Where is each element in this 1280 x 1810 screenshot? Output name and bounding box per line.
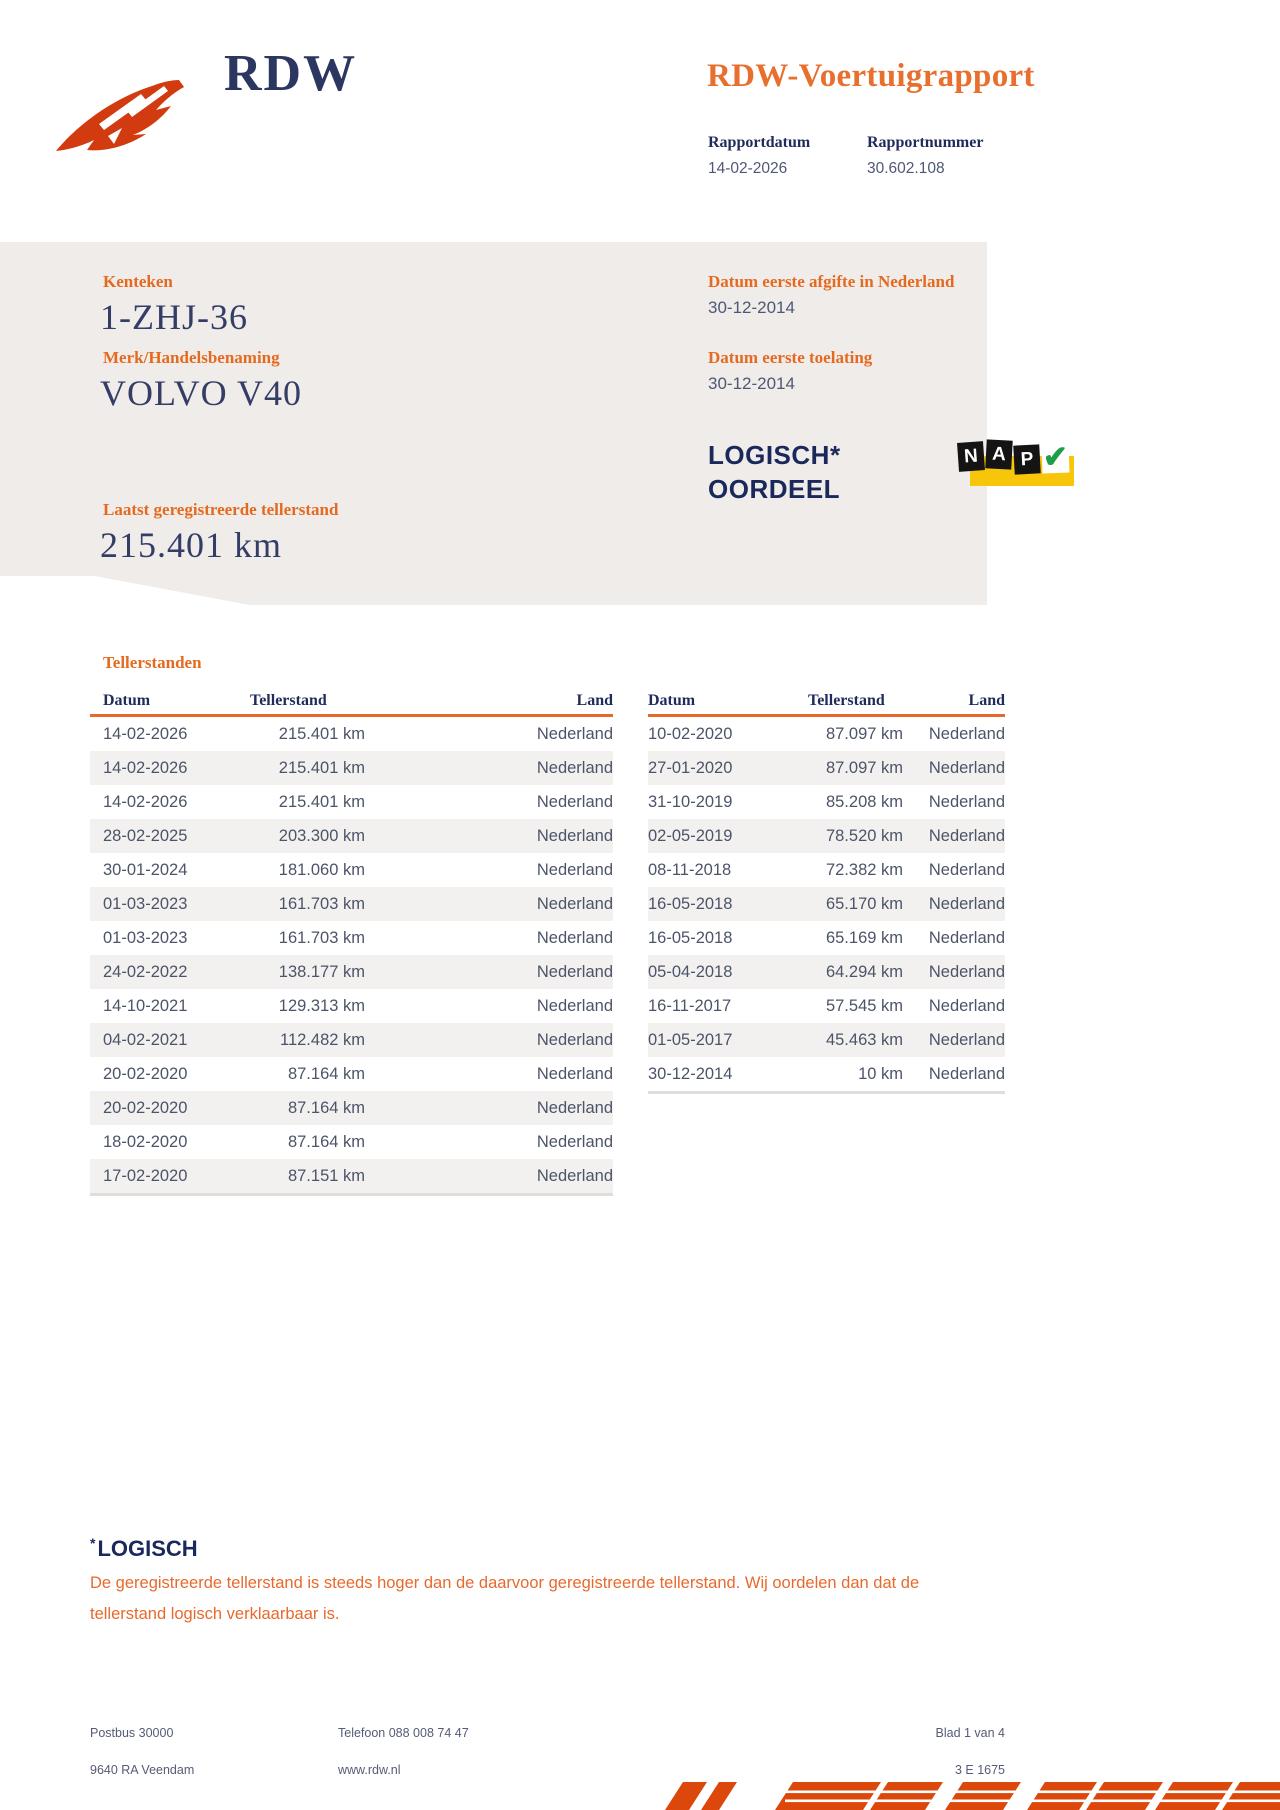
row-tellerstand: 203.300 km <box>278 826 365 845</box>
row-tellerstand: 161.703 km <box>278 928 365 947</box>
row-tellerstand: 87.151 km <box>287 1166 365 1185</box>
table-row <box>648 887 1005 921</box>
row-land: Nederland <box>536 1132 613 1151</box>
rdw-logo-icon <box>52 72 212 167</box>
row-tellerstand: 161.703 km <box>278 894 365 913</box>
nap-logo <box>958 438 1086 496</box>
table-row <box>648 989 1005 1023</box>
laatste-tellerstand-value: 215.401 km <box>100 525 283 565</box>
row-datum: 01-03-2023 <box>103 894 188 913</box>
report-date-label: Rapportdatum <box>708 134 811 151</box>
eerste-afgifte-label: Datum eerste afgifte in Nederland <box>708 272 955 291</box>
table-row <box>90 751 613 785</box>
table-row <box>90 1091 613 1125</box>
footnote-heading <box>90 1535 198 1562</box>
table-row <box>648 785 1005 819</box>
kenteken-label: Kenteken <box>103 272 173 291</box>
row-datum: 24-02-2022 <box>103 962 188 981</box>
row-tellerstand: 64.294 km <box>825 962 903 981</box>
table-row <box>648 1023 1005 1057</box>
kenteken-value: 1-ZHJ-36 <box>100 297 248 337</box>
row-datum: 14-10-2021 <box>103 996 188 1015</box>
footer-address-line1: Postbus 30000 <box>90 1726 174 1740</box>
table-header <box>90 684 613 717</box>
row-datum: 14-02-2026 <box>103 792 188 811</box>
row-datum: 17-02-2020 <box>103 1166 188 1185</box>
table-row <box>90 853 613 887</box>
row-land: Nederland <box>536 996 613 1015</box>
nap-letter-a: A <box>985 439 1012 469</box>
row-datum: 10-02-2020 <box>648 724 733 743</box>
row-land: Nederland <box>928 894 1005 913</box>
row-datum: 28-02-2025 <box>103 826 188 845</box>
meter-table-left <box>90 684 613 1196</box>
merk-label: Merk/Handelsbenaming <box>103 348 280 367</box>
oordeel-line1: LOGISCH* <box>708 440 841 470</box>
row-tellerstand: 138.177 km <box>278 962 365 981</box>
row-tellerstand: 85.208 km <box>825 792 903 811</box>
merk-value: VOLVO V40 <box>100 373 303 413</box>
footer-phone: Telefoon 088 008 74 47 <box>338 1726 469 1740</box>
col-header-land: Land <box>968 692 1005 709</box>
row-land: Nederland <box>928 962 1005 981</box>
footnote-body: De geregistreerde tellerstand is steeds hoger dan de daarvoor geregistreerde tellerstand. Wij oordelen dan dat de tellerstand logisch verklaarbaar is. <box>90 1574 920 1623</box>
row-tellerstand: 65.169 km <box>825 928 903 947</box>
nap-checkmark-icon: ✔ <box>1042 440 1069 475</box>
table-row <box>90 887 613 921</box>
row-datum: 16-11-2017 <box>648 996 732 1015</box>
row-datum: 08-11-2018 <box>648 860 732 879</box>
row-tellerstand: 181.060 km <box>278 860 365 879</box>
footer-address-line2: 9640 RA Veendam <box>90 1763 195 1777</box>
col-header-datum: Datum <box>103 692 151 709</box>
table-row <box>90 921 613 955</box>
table-row <box>90 1125 613 1159</box>
table-row <box>90 1159 613 1193</box>
table-row <box>648 853 1005 887</box>
row-land: Nederland <box>536 724 613 743</box>
row-land: Nederland <box>536 894 613 913</box>
laatste-tellerstand-label: Laatst geregistreerde tellerstand <box>103 500 339 519</box>
row-datum: 18-02-2020 <box>103 1132 188 1151</box>
row-tellerstand: 72.382 km <box>825 860 903 879</box>
table-row <box>90 717 613 751</box>
col-header-tellerstand: Tellerstand <box>808 692 885 709</box>
row-land: Nederland <box>536 962 613 981</box>
eerste-toelating-label: Datum eerste toelating <box>708 348 873 367</box>
table-row <box>90 955 613 989</box>
report-number-value: 30.602.108 <box>867 160 945 177</box>
row-tellerstand: 87.097 km <box>825 724 903 743</box>
tellerstanden-title: Tellerstanden <box>103 653 202 672</box>
footer-form-code: 3 E 1675 <box>954 1763 1005 1777</box>
row-land: Nederland <box>536 860 613 879</box>
report-date-value: 14-02-2026 <box>708 160 788 177</box>
bottom-decoration-graphic <box>655 1782 1280 1810</box>
table-row <box>648 955 1005 989</box>
table-row <box>90 819 613 853</box>
row-land: Nederland <box>536 1030 613 1049</box>
row-tellerstand: 45.463 km <box>825 1030 903 1049</box>
rdw-logo-text: RDW <box>224 45 358 102</box>
nap-letter-n: N <box>957 441 985 472</box>
row-tellerstand: 10 km <box>858 1064 903 1083</box>
row-tellerstand: 65.170 km <box>825 894 903 913</box>
row-datum: 30-01-2024 <box>103 860 188 879</box>
row-land: Nederland <box>928 826 1005 845</box>
row-tellerstand: 87.164 km <box>287 1132 365 1151</box>
eerste-afgifte-value: 30-12-2014 <box>708 298 795 317</box>
row-datum: 16-05-2018 <box>648 894 733 913</box>
row-datum: 16-05-2018 <box>648 928 733 947</box>
row-datum: 31-10-2019 <box>648 792 733 811</box>
row-datum: 01-03-2023 <box>103 928 188 947</box>
row-datum: 05-04-2018 <box>648 962 733 981</box>
row-tellerstand: 87.164 km <box>287 1098 365 1117</box>
col-header-tellerstand: Tellerstand <box>250 692 327 709</box>
row-land: Nederland <box>928 792 1005 811</box>
row-land: Nederland <box>536 1098 613 1117</box>
footer-page-indicator: Blad 1 van 4 <box>935 1726 1005 1740</box>
row-datum: 14-02-2026 <box>103 724 188 743</box>
table-row <box>648 751 1005 785</box>
row-land: Nederland <box>536 928 613 947</box>
row-datum: 20-02-2020 <box>103 1064 188 1083</box>
col-header-datum: Datum <box>648 692 696 709</box>
row-tellerstand: 112.482 km <box>280 1030 365 1049</box>
row-land: Nederland <box>928 928 1005 947</box>
footer-website: www.rdw.nl <box>338 1763 401 1777</box>
row-tellerstand: 78.520 km <box>825 826 903 845</box>
footnote-asterisk: * <box>90 1535 96 1551</box>
table-row <box>90 1057 613 1091</box>
table-row <box>648 717 1005 751</box>
table-rows <box>648 717 1005 1094</box>
row-land: Nederland <box>928 758 1005 777</box>
row-tellerstand: 215.401 km <box>278 792 365 811</box>
table-row <box>648 1057 1005 1091</box>
row-land: Nederland <box>928 1064 1005 1083</box>
oordeel-text <box>708 438 841 506</box>
row-land: Nederland <box>536 1166 613 1185</box>
row-datum: 14-02-2026 <box>103 758 188 777</box>
table-rows <box>90 717 613 1196</box>
table-header <box>648 684 1005 717</box>
row-land: Nederland <box>536 1064 613 1083</box>
row-land: Nederland <box>928 860 1005 879</box>
row-datum: 04-02-2021 <box>103 1030 188 1049</box>
row-land: Nederland <box>928 1030 1005 1049</box>
row-tellerstand: 215.401 km <box>278 758 365 777</box>
row-land: Nederland <box>928 724 1005 743</box>
table-row <box>90 785 613 819</box>
table-row <box>90 989 613 1023</box>
footnote-title: LOGISCH <box>97 1536 198 1561</box>
report-number-label: Rapportnummer <box>867 134 984 151</box>
row-datum: 20-02-2020 <box>103 1098 188 1117</box>
row-land: Nederland <box>536 826 613 845</box>
row-tellerstand: 129.313 km <box>278 996 365 1015</box>
row-tellerstand: 87.164 km <box>287 1064 365 1083</box>
table-row <box>648 819 1005 853</box>
col-header-land: Land <box>576 692 613 709</box>
nap-letter-p: P <box>1013 444 1040 474</box>
table-row <box>90 1023 613 1057</box>
table-row <box>648 921 1005 955</box>
row-datum: 30-12-2014 <box>648 1064 733 1083</box>
row-tellerstand: 87.097 km <box>825 758 903 777</box>
row-datum: 02-05-2019 <box>648 826 733 845</box>
page-title: RDW-Voertuigrapport <box>707 58 1035 94</box>
eerste-toelating-value: 30-12-2014 <box>708 374 795 393</box>
oordeel-line2: OORDEEL <box>708 474 841 504</box>
row-tellerstand: 215.401 km <box>278 724 365 743</box>
row-land: Nederland <box>928 996 1005 1015</box>
row-datum: 27-01-2020 <box>648 758 733 777</box>
row-tellerstand: 57.545 km <box>825 996 903 1015</box>
meter-table-right <box>648 684 1005 1094</box>
row-datum: 01-05-2017 <box>648 1030 733 1049</box>
row-land: Nederland <box>536 792 613 811</box>
row-land: Nederland <box>536 758 613 777</box>
